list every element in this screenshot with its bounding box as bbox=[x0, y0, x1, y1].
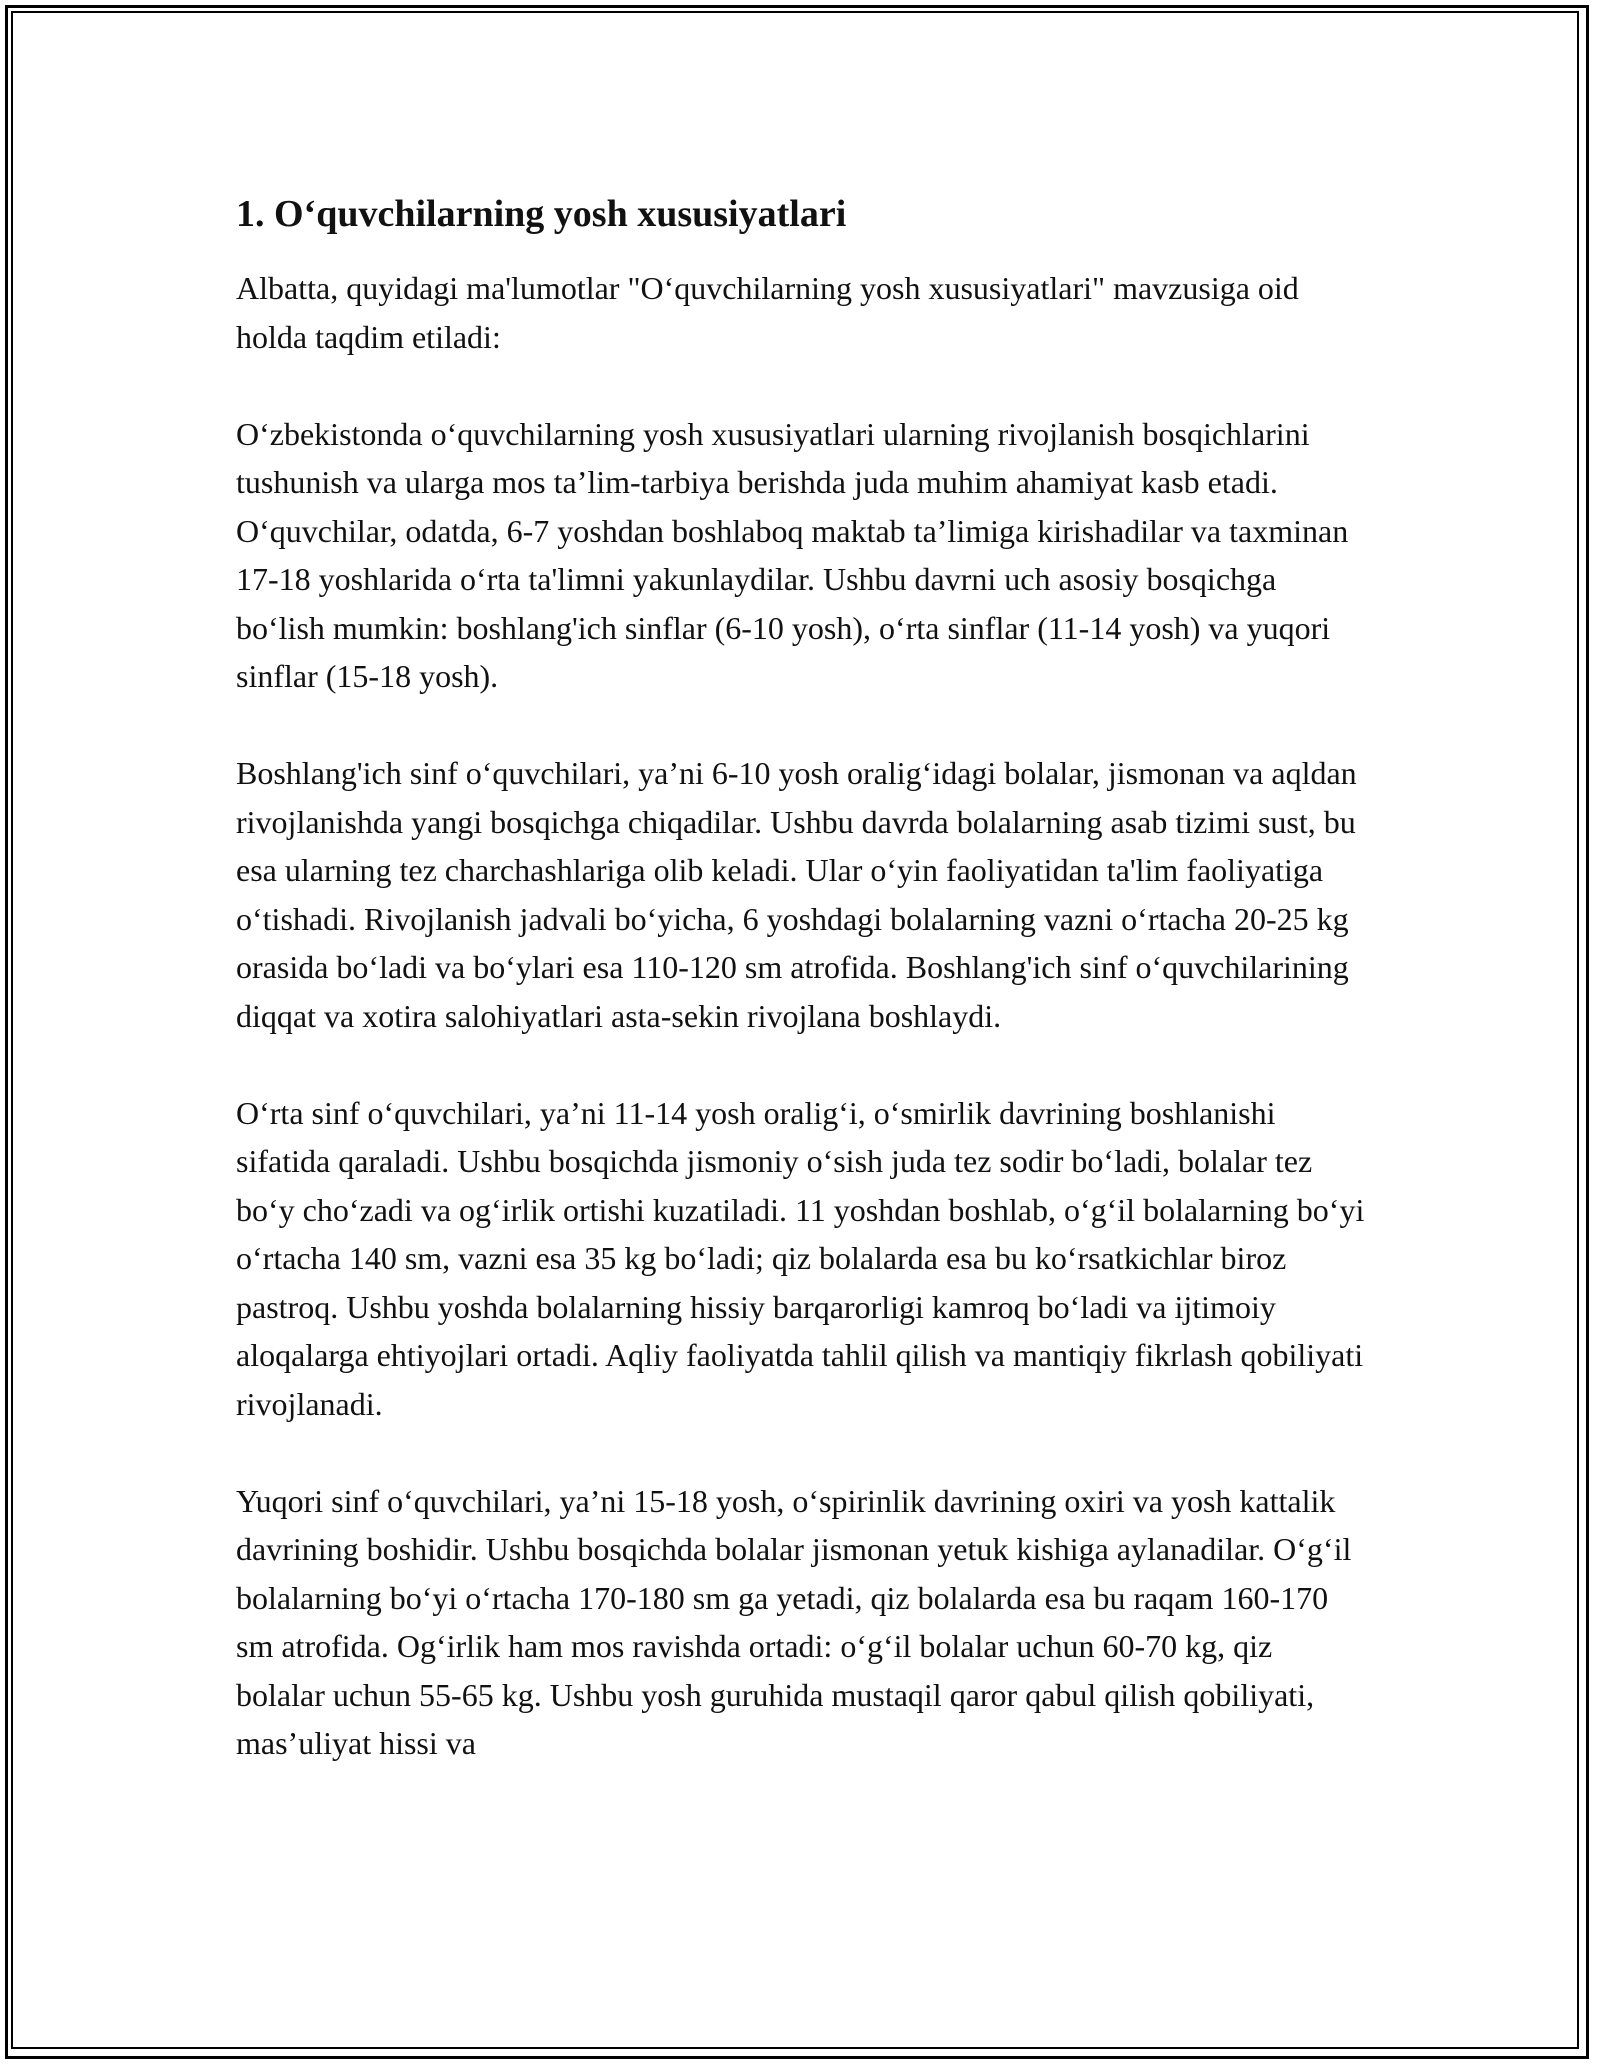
document-title: 1. O‘quvchilarning yosh xususiyatlari bbox=[236, 193, 847, 235]
paragraph-middle-grades: O‘rta sinf o‘quvchilari, ya’ni 11-14 yosh oralig‘i, o‘smirlik davrining boshlanishi sifatida qaraladi. Ushbu bosqichda jismoniy o‘sish juda tez sodir bo‘ladi, bolalar tez bo‘y cho‘zadi va og‘irlik ortishi kuzatiladi. 11 yoshdan boshlab, o‘g‘il bolalarning bo‘yi o‘rtacha 140 sm, vazni esa 35 kg bo‘ladi; qiz bolalarda esa bu ko‘rsatkichlar biroz pastroq. Ushbu yoshda bolalarning hissiy barqarorligi kamroq bo‘ladi va ijtimoiy aloqalarga ehtiyojlari ortadi. Aqliy faoliyatda tahlil qilish va mantiqiy fikrlash qobiliyati rivojlanadi. bbox=[236, 1094, 1365, 1422]
paragraph-upper-grades: Yuqori sinf o‘quvchilari, ya’ni 15-18 yosh, o‘spirinlik davrining oxiri va yosh kattalik davrining boshidir. Ushbu bosqichda bolalar jismonan yetuk kishiga aylanadilar. O‘g‘il bolalarning bo‘yi o‘rtacha 170-180 sm ga yetadi, qiz bolalarda esa bu raqam 160-170 sm atrofida. Og‘irlik ham mos ravishda ortadi: o‘g‘il bolalar uchun 60-70 kg, qiz bolalar uchun 55-65 kg. Ushbu yosh guruhida mustaqil qaror qabul qilish qobiliyati, mas’uliyat hissi va bbox=[236, 1482, 1352, 1761]
paragraph-overview: O‘zbekistonda o‘quvchilarning yosh xususiyatlari ularning rivojlanish bosqichlarini tushunish va ularga mos ta’lim-tarbiya berishda juda muhim ahamiyat kasb etadi. O‘quvchilar, odatda, 6-7 yoshdan boshlaboq maktab ta’limiga kirishadilar va taxminan 17-18 yoshlarida o‘rta ta'limni yakunlaydilar. Ushbu davrni uch asosiy bosqichga bo‘lish mumkin: boshlang'ich sinflar (6-10 yosh), o‘rta sinflar (11-14 yosh) va yuqori sinflar (15-18 yosh). bbox=[236, 415, 1349, 694]
document-body bbox=[236, 184, 1366, 1816]
paragraph-primary-grades: Boshlang'ich sinf o‘quvchilari, ya’ni 6-10 yosh oralig‘idagi bolalar, jismonan va aqldan rivojlanishda yangi bosqichga chiqadilar. Ushbu davrda bolalarning asab tizimi sust, bu esa ularning tez charchashlariga olib keladi. Ular o‘yin faoliyatidan ta'lim faoliyatiga o‘tishadi. Rivojlanish jadvali bo‘yicha, 6 yoshdagi bolalarning vazni o‘rtacha 20-25 kg orasida bo‘ladi va bo‘ylari esa 110-120 sm atrofida. Boshlang'ich sinf o‘quvchilarining diqqat va xotira salohiyatlari asta-sekin rivojlana boshlaydi. bbox=[236, 755, 1357, 1034]
paragraph-intro: Albatta, quyidagi ma'lumotlar "O‘quvchilarning yosh xususiyatlari" mavzusiga oid holda taqdim etiladi: bbox=[236, 270, 1299, 355]
